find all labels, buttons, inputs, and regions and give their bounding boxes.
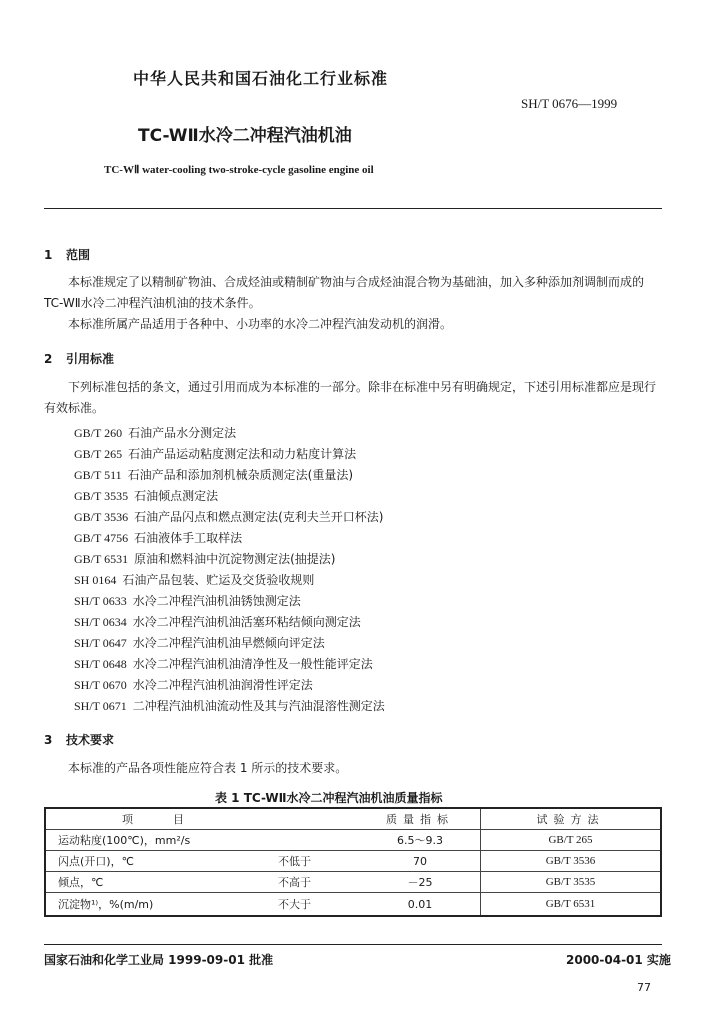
reference-title: 水冷二冲程汽油机油活塞环粘结倾向测定法 [132, 615, 361, 629]
reference-item [74, 529, 242, 546]
reference-title: 石油产品闪点和燃点测定法(克利夫兰开口杯法) [134, 510, 384, 524]
section-title: 技术要求 [66, 733, 115, 747]
reference-title: 石油产品包装、贮运及交货验收规则 [122, 573, 315, 587]
cell-limit: 不高于 [266, 872, 360, 893]
cell-method: GB/T 3535 [481, 872, 662, 893]
reference-code: SH/T 0670 [74, 678, 127, 692]
table-header-row [45, 808, 661, 830]
table-row [45, 830, 661, 851]
paragraph: 本标准规定了以精制矿物油、合成烃油或精制矿物油与合成烃油混合物为基础油，加入多种添加剂调制而成的 TC-WⅡ水冷二冲程汽油机油的技术条件。 [44, 275, 645, 310]
cell-limit [266, 830, 360, 851]
column-header-item: 项 目 [45, 808, 266, 830]
reference-code: GB/T 6531 [74, 552, 129, 566]
cell-item: 运动粘度(100℃)，mm²/s [45, 830, 266, 851]
reference-title: 石油倾点测定法 [134, 489, 219, 503]
section-body [44, 758, 662, 779]
section-heading [44, 246, 90, 263]
reference-item [74, 613, 361, 630]
reference-code: GB/T 3535 [74, 489, 129, 503]
cell-limit: 不大于 [266, 893, 360, 917]
cell-value: 6.5～9.3 [360, 830, 481, 851]
paragraph: 下列标准包括的条文，通过引用而成为本标准的一部分。除非在标准中另有明确规定，下述引用标准都应是现行有效标准。 [44, 380, 657, 415]
section-number: 2 [44, 352, 53, 366]
approval-note: 国家石油和化学工业局 1999-09-01 批准 [44, 953, 274, 967]
reference-code: GB/T 260 [74, 426, 123, 440]
reference-title: 水冷二冲程汽油机油清净性及一般性能评定法 [132, 657, 373, 671]
reference-code: SH/T 0647 [74, 636, 127, 650]
reference-code: SH 0164 [74, 573, 117, 587]
reference-title: 原油和燃料油中沉淀物测定法(抽提法) [134, 552, 336, 566]
section-body [44, 272, 662, 335]
cell-method: GB/T 265 [481, 830, 662, 851]
reference-title: 水冷二冲程汽油机油润滑性评定法 [132, 678, 313, 692]
cell-method: GB/T 6531 [481, 893, 662, 917]
reference-item [74, 550, 336, 567]
reference-code: SH/T 0648 [74, 657, 127, 671]
reference-item [74, 697, 385, 714]
standard-code: SH/T 0676—1999 [521, 96, 618, 111]
column-header-method: 试验方法 [481, 808, 662, 830]
reference-item [74, 487, 218, 504]
section-title: 范围 [66, 248, 91, 262]
reference-title: 石油产品水分测定法 [128, 426, 237, 440]
reference-item [74, 424, 236, 441]
reference-code: GB/T 265 [74, 447, 123, 461]
column-header-limit [266, 808, 360, 830]
cell-value: 0.01 [360, 893, 481, 917]
reference-code: GB/T 4756 [74, 531, 129, 545]
reference-item [74, 508, 384, 525]
reference-code: SH/T 0671 [74, 699, 127, 713]
reference-item [74, 592, 301, 609]
table-row [45, 851, 661, 872]
column-header-value: 质量指标 [360, 808, 481, 830]
table-row [45, 893, 661, 917]
cell-method: GB/T 3536 [481, 851, 662, 872]
reference-code: GB/T 3536 [74, 510, 129, 524]
document-title-cn: TC-WⅡ水冷二冲程汽油机油 [138, 126, 352, 146]
reference-title: 水冷二冲程汽油机油早燃倾向评定法 [132, 636, 325, 650]
section-heading [44, 731, 114, 748]
section-body [44, 377, 662, 419]
quality-index-table [44, 807, 662, 917]
reference-item [74, 655, 373, 672]
reference-code: SH/T 0633 [74, 594, 127, 608]
issuing-authority-header: 中华人民共和国石油化工行业标准 [133, 69, 389, 88]
reference-title: 石油产品运动粘度测定法和动力粘度计算法 [128, 447, 357, 461]
section-number: 3 [44, 733, 53, 747]
cell-value: －25 [360, 872, 481, 893]
page-number: 77 [637, 981, 651, 994]
reference-item [74, 445, 356, 462]
paragraph: 本标准所属产品适用于各种中、小功率的水冷二冲程汽油发动机的润滑。 [68, 317, 453, 331]
reference-title: 石油产品和添加剂机械杂质测定法(重量法) [127, 468, 354, 482]
section-heading [44, 350, 114, 367]
cell-item: 沉淀物¹⁾，%(m/m) [45, 893, 266, 917]
reference-title: 水冷二冲程汽油机油锈蚀测定法 [132, 594, 301, 608]
table-row [45, 872, 661, 893]
cell-item: 闪点(开口)，℃ [45, 851, 266, 872]
table-caption: 表 1 TC-WⅡ水冷二冲程汽油机油质量指标 [215, 791, 443, 805]
footer-divider [44, 944, 662, 945]
reference-item [74, 466, 353, 483]
reference-item [74, 571, 314, 588]
reference-item [74, 676, 313, 693]
title-divider [44, 208, 662, 209]
paragraph: 本标准的产品各项性能应符合表 1 所示的技术要求。 [68, 761, 348, 775]
document-title-en: TC-WⅡ water-cooling two-stroke-cycle gasoline engine oil [104, 164, 374, 176]
effective-date: 2000-04-01 实施 [566, 953, 671, 967]
section-title: 引用标准 [66, 352, 115, 366]
reference-code: SH/T 0634 [74, 615, 127, 629]
section-number: 1 [44, 248, 53, 262]
cell-limit: 不低于 [266, 851, 360, 872]
reference-item [74, 634, 325, 651]
reference-title: 二冲程汽油机油流动性及其与汽油混溶性测定法 [132, 699, 385, 713]
cell-value: 70 [360, 851, 481, 872]
cell-item: 倾点，℃ [45, 872, 266, 893]
reference-title: 石油液体手工取样法 [134, 531, 243, 545]
reference-code: GB/T 511 [74, 468, 122, 482]
